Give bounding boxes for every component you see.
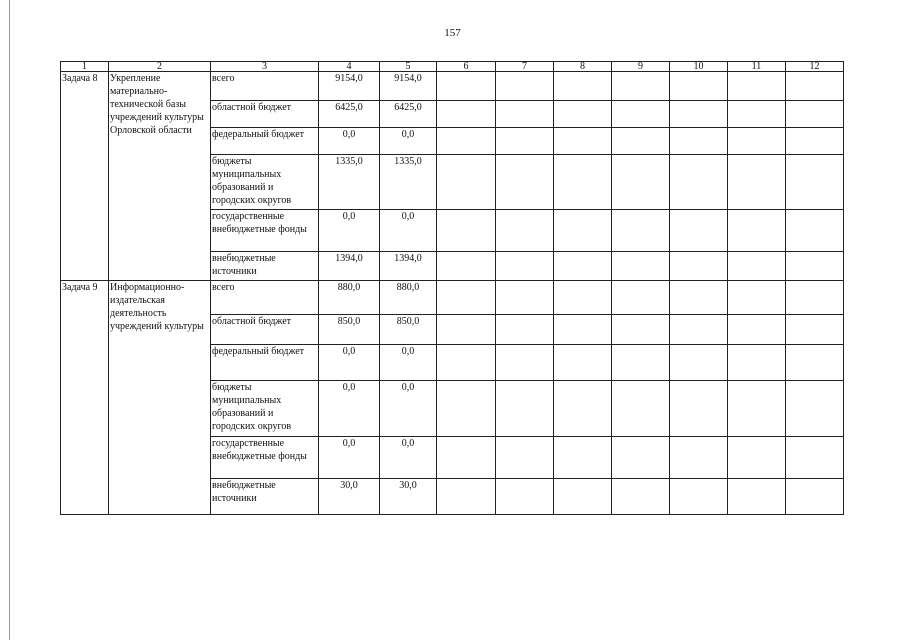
empty-cell	[728, 72, 786, 101]
column-header: 6	[437, 62, 496, 72]
empty-cell	[612, 128, 670, 155]
empty-cell	[728, 281, 786, 315]
empty-cell	[496, 101, 554, 128]
empty-cell	[786, 101, 844, 128]
column-header: 3	[211, 62, 319, 72]
empty-cell	[496, 72, 554, 101]
empty-cell	[612, 155, 670, 210]
empty-cell	[786, 128, 844, 155]
empty-cell	[786, 252, 844, 281]
empty-cell	[786, 381, 844, 437]
empty-cell	[496, 479, 554, 515]
empty-cell	[786, 437, 844, 479]
empty-cell	[496, 345, 554, 381]
empty-cell	[554, 315, 612, 345]
amount-cell: 0,0	[380, 345, 437, 381]
column-header: 5	[380, 62, 437, 72]
empty-cell	[437, 155, 496, 210]
empty-cell	[554, 345, 612, 381]
empty-cell	[496, 252, 554, 281]
amount-cell: 850,0	[380, 315, 437, 345]
empty-cell	[728, 252, 786, 281]
empty-cell	[786, 345, 844, 381]
empty-cell	[786, 210, 844, 252]
amount-cell: 0,0	[319, 381, 380, 437]
empty-cell	[437, 72, 496, 101]
empty-cell	[670, 101, 728, 128]
empty-cell	[496, 155, 554, 210]
empty-cell	[670, 252, 728, 281]
column-header: 1	[61, 62, 109, 72]
amount-cell: 30,0	[319, 479, 380, 515]
empty-cell	[612, 72, 670, 101]
empty-cell	[670, 381, 728, 437]
empty-cell	[437, 252, 496, 281]
funding-source-cell: областной бюджет	[211, 101, 319, 128]
empty-cell	[554, 155, 612, 210]
empty-cell	[437, 281, 496, 315]
funding-source-cell: всего	[211, 281, 319, 315]
funding-source-cell: областной бюджет	[211, 315, 319, 345]
empty-cell	[612, 381, 670, 437]
amount-cell: 850,0	[319, 315, 380, 345]
empty-cell	[496, 210, 554, 252]
empty-cell	[437, 315, 496, 345]
amount-cell: 0,0	[380, 381, 437, 437]
amount-cell: 30,0	[380, 479, 437, 515]
column-number-row	[61, 62, 844, 72]
amount-cell: 6425,0	[380, 101, 437, 128]
empty-cell	[670, 210, 728, 252]
empty-cell	[786, 315, 844, 345]
amount-cell: 1335,0	[380, 155, 437, 210]
empty-cell	[670, 345, 728, 381]
amount-cell: 880,0	[319, 281, 380, 315]
empty-cell	[496, 315, 554, 345]
funding-source-cell: государственные внебюджетные фонды	[211, 210, 319, 252]
empty-cell	[612, 479, 670, 515]
empty-cell	[786, 155, 844, 210]
amount-cell: 1394,0	[380, 252, 437, 281]
empty-cell	[437, 381, 496, 437]
empty-cell	[670, 128, 728, 155]
empty-cell	[612, 437, 670, 479]
empty-cell	[728, 381, 786, 437]
budget-table	[60, 61, 844, 515]
empty-cell	[554, 281, 612, 315]
empty-cell	[786, 281, 844, 315]
amount-cell: 9154,0	[319, 72, 380, 101]
empty-cell	[554, 479, 612, 515]
empty-cell	[554, 252, 612, 281]
empty-cell	[728, 101, 786, 128]
column-header: 8	[554, 62, 612, 72]
empty-cell	[496, 381, 554, 437]
empty-cell	[554, 381, 612, 437]
amount-cell: 0,0	[319, 345, 380, 381]
funding-source-cell: внебюджетные источники	[211, 252, 319, 281]
column-header: 4	[319, 62, 380, 72]
amount-cell: 0,0	[319, 128, 380, 155]
empty-cell	[728, 437, 786, 479]
column-header: 11	[728, 62, 786, 72]
table-row	[61, 281, 844, 315]
empty-cell	[728, 210, 786, 252]
task-name-cell: Информационно-издательская деятельность учреждений культуры	[109, 281, 211, 515]
funding-source-cell: государственные внебюджетные фонды	[211, 437, 319, 479]
empty-cell	[496, 128, 554, 155]
empty-cell	[437, 128, 496, 155]
amount-cell: 1394,0	[319, 252, 380, 281]
empty-cell	[786, 72, 844, 101]
funding-source-cell: бюджеты муниципальных образований и городских округов	[211, 381, 319, 437]
empty-cell	[786, 479, 844, 515]
empty-cell	[612, 315, 670, 345]
empty-cell	[554, 72, 612, 101]
column-header: 10	[670, 62, 728, 72]
empty-cell	[437, 210, 496, 252]
amount-cell: 9154,0	[380, 72, 437, 101]
empty-cell	[670, 72, 728, 101]
column-header: 7	[496, 62, 554, 72]
page-edge-rule	[9, 0, 10, 640]
funding-source-cell: федеральный бюджет	[211, 128, 319, 155]
empty-cell	[437, 101, 496, 128]
amount-cell: 0,0	[319, 437, 380, 479]
empty-cell	[728, 155, 786, 210]
empty-cell	[437, 437, 496, 479]
funding-source-cell: всего	[211, 72, 319, 101]
empty-cell	[728, 315, 786, 345]
empty-cell	[554, 437, 612, 479]
column-header: 12	[786, 62, 844, 72]
empty-cell	[437, 479, 496, 515]
page-number: 157	[444, 27, 461, 39]
empty-cell	[670, 315, 728, 345]
amount-cell: 1335,0	[319, 155, 380, 210]
empty-cell	[670, 479, 728, 515]
column-header: 9	[612, 62, 670, 72]
amount-cell: 880,0	[380, 281, 437, 315]
empty-cell	[670, 281, 728, 315]
amount-cell: 0,0	[319, 210, 380, 252]
empty-cell	[554, 101, 612, 128]
amount-cell: 0,0	[380, 128, 437, 155]
empty-cell	[612, 281, 670, 315]
amount-cell: 6425,0	[319, 101, 380, 128]
empty-cell	[670, 437, 728, 479]
amount-cell: 0,0	[380, 210, 437, 252]
table-row	[61, 72, 844, 101]
empty-cell	[612, 252, 670, 281]
empty-cell	[612, 101, 670, 128]
funding-source-cell: федеральный бюджет	[211, 345, 319, 381]
funding-source-cell: бюджеты муниципальных образований и городских округов	[211, 155, 319, 210]
task-name-cell: Укрепление материально-технической базы учреждений культуры Орловской области	[109, 72, 211, 281]
empty-cell	[728, 128, 786, 155]
empty-cell	[728, 345, 786, 381]
task-number-cell: Задача 8	[61, 72, 109, 281]
task-number-cell: Задача 9	[61, 281, 109, 515]
amount-cell: 0,0	[380, 437, 437, 479]
empty-cell	[728, 479, 786, 515]
funding-source-cell: внебюджетные источники	[211, 479, 319, 515]
column-header: 2	[109, 62, 211, 72]
empty-cell	[554, 210, 612, 252]
empty-cell	[612, 345, 670, 381]
empty-cell	[612, 210, 670, 252]
empty-cell	[670, 155, 728, 210]
empty-cell	[496, 281, 554, 315]
empty-cell	[496, 437, 554, 479]
empty-cell	[437, 345, 496, 381]
empty-cell	[554, 128, 612, 155]
